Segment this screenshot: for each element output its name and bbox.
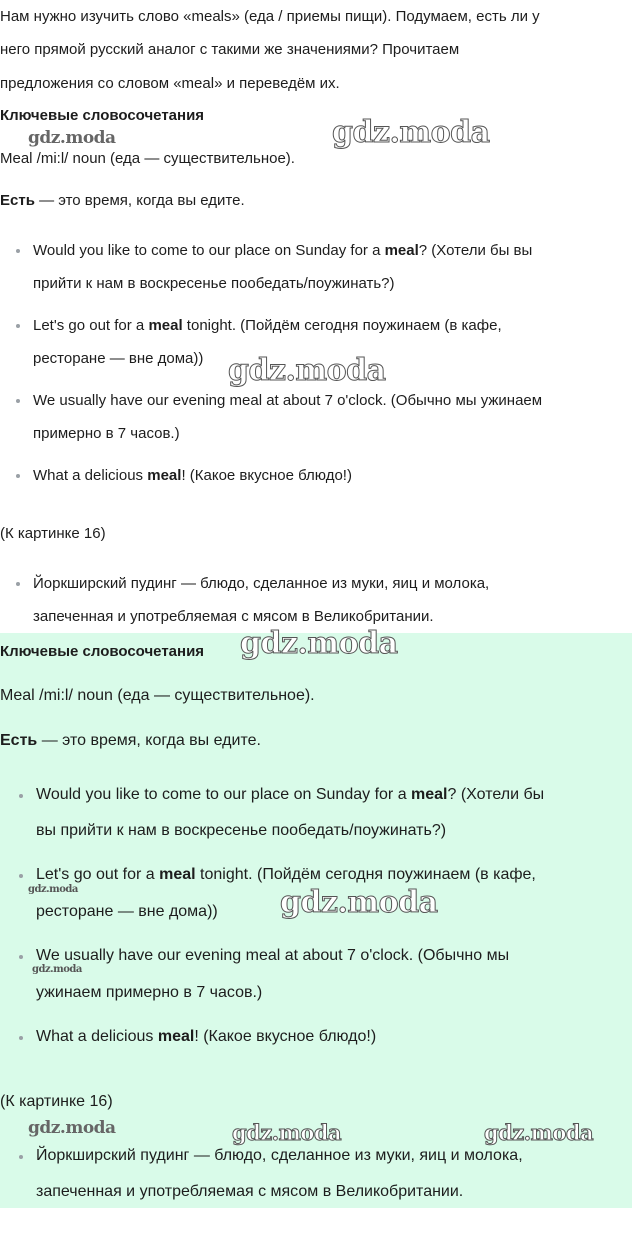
list-item-cont: примерно в 7 часов.): [33, 425, 180, 442]
est-line: [0, 192, 245, 209]
picture-ref: (К картинке 16): [0, 1093, 113, 1110]
est-word: Есть: [0, 732, 38, 749]
bullet-icon: [19, 874, 23, 878]
list-item-cont: запеченная и употребляемая с мясом в Великобритании.: [36, 1183, 464, 1200]
watermark-logo: gdz.moda: [232, 1120, 342, 1145]
list-item: Let's go out for a meal tonight. (Пойдём сегодня поужинаем (в кафе,: [36, 866, 536, 883]
list-item-cont: ресторане — вне дома)): [33, 350, 204, 367]
list-item-cont: прийти к нам в воскресенье пообедать/поужинать?): [33, 275, 395, 292]
watermark-logo: gdz.moda: [228, 353, 386, 388]
est-line: [0, 732, 261, 750]
bullet-icon: [19, 1036, 23, 1040]
list-item: What a delicious meal! (Какое вкусное блюдо!): [33, 467, 352, 484]
bullet-icon: [16, 324, 20, 328]
list-item-cont: вы прийти к нам в воскресенье пообедать/поужинать?): [36, 822, 447, 839]
list-item: We usually have our evening meal at about 7 o'clock. (Обычно мы: [36, 947, 510, 964]
list-item: Let's go out for a meal tonight. (Пойдём сегодня поужинаем (в кафе,: [33, 317, 502, 334]
intro-line-2: него прямой русский аналог с такими же значениями? Прочитаем: [0, 41, 460, 58]
bullet-icon: [16, 249, 20, 253]
bullet-icon: [19, 955, 23, 959]
watermark-logo: gdz.moda: [280, 885, 438, 920]
section-heading: Ключевые словосочетания: [0, 643, 205, 660]
bullet-icon: [16, 474, 20, 478]
watermark-logo: gdz.moda: [240, 626, 398, 661]
bullet-icon: [16, 399, 20, 403]
list-item-cont: ресторане — вне дома)): [36, 903, 218, 920]
watermark-logo: gdz.moda: [28, 1118, 116, 1138]
intro-line-1: Нам нужно изучить слово «meals» (еда / приемы пищи). Подумаем, есть ли у: [0, 8, 540, 25]
watermark-logo: gdz.moda: [332, 115, 490, 150]
bullet-icon: [19, 794, 23, 798]
watermark-logo: gdz.moda: [32, 964, 82, 975]
list-item-cont: запеченная и употребляемая с мясом в Великобритании.: [33, 608, 434, 625]
list-item: Йоркширский пудинг — блюдо, сделанное из муки, яиц и молока,: [33, 575, 490, 592]
section-heading: Ключевые словосочетания: [0, 107, 205, 124]
list-item: Would you like to come to our place on Sunday for a meal? (Хотели бы вы: [33, 242, 533, 259]
est-word: Есть: [0, 192, 35, 209]
watermark-logo: gdz.moda: [28, 128, 116, 148]
definition: Meal /mi:l/ noun (еда — существительное).: [0, 687, 315, 704]
est-rest: — это время, когда вы едите.: [34, 192, 245, 209]
list-item: Would you like to come to our place on Sunday for a meal? (Хотели бы: [36, 786, 545, 803]
watermark-logo: gdz.moda: [28, 884, 78, 895]
est-rest: — это время, когда вы едите.: [37, 732, 261, 749]
bullet-icon: [19, 1155, 23, 1159]
list-item: We usually have our evening meal at about 7 o'clock. (Обычно мы ужинаем: [33, 392, 543, 409]
bullet-icon: [16, 582, 20, 586]
picture-ref: (К картинке 16): [0, 525, 106, 542]
definition: Meal /mi:l/ noun (еда — существительное).: [0, 150, 295, 167]
intro-line-3: предложения со словом «meal» и переведём их.: [0, 75, 340, 92]
list-item: What a delicious meal! (Какое вкусное блюдо!): [36, 1028, 377, 1045]
watermark-logo: gdz.moda: [484, 1120, 594, 1145]
list-item: Йоркширский пудинг — блюдо, сделанное из муки, яиц и молока,: [36, 1147, 523, 1164]
list-item-cont: ужинаем примерно в 7 часов.): [36, 984, 263, 1001]
